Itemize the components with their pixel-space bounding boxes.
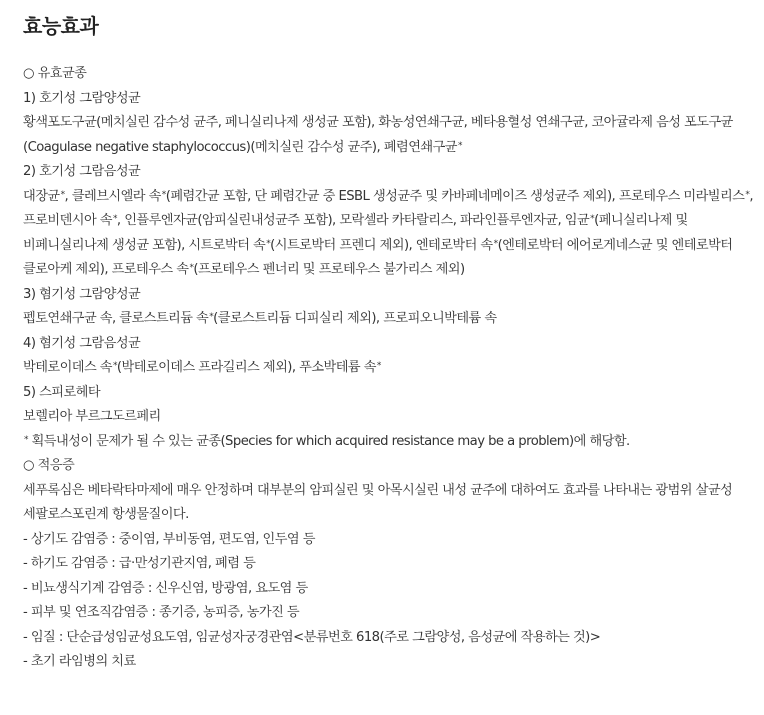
subheading-anaerobic-gram-negative: 4) 혐기성 그람음성균	[23, 335, 141, 351]
footnote-acquired-resistance: * 획득내성이 문제가 될 수 있는 균종(Species for which acquired resistance may be a problem)에 해당함.	[24, 433, 630, 449]
footnote-asterisk: *	[161, 189, 166, 200]
footnote-asterisk: *	[493, 238, 498, 249]
footnote-asterisk: *	[457, 140, 462, 151]
footnote-asterisk: *	[266, 238, 271, 249]
list-item-lyme-disease: - 초기 라임병의 치료	[23, 654, 136, 669]
paragraph-aerobic-gram-positive: 황색포도구균(메치실린 감수성 균주, 페니실리나제 생성균 포함), 화농성연쇄구균, 베타용혈성 연쇄구균, 코아귤라제 음성 포도구균(Coagulase negative staphylococcus)(메치실린 감수성 균주), 폐렴연쇄구균*	[23, 115, 733, 155]
footnote-asterisk: *	[60, 189, 65, 200]
heading-effective-strains: ○ 유효균종	[23, 66, 87, 81]
footnote-asterisk: *	[112, 361, 117, 371]
paragraph-spirochetes: 보렐리아 부르그도르페리	[23, 409, 161, 424]
footnote-asterisk: *	[376, 361, 381, 371]
footnote-asterisk: *	[112, 214, 117, 224]
subheading-anaerobic-gram-positive: 3) 혐기성 그람양성균	[23, 286, 141, 302]
list-item-urogenital: - 비뇨생식기계 감염증 : 신우신염, 방광염, 요도염 등	[23, 580, 308, 596]
footnote-asterisk: *	[189, 263, 194, 273]
paragraph-anaerobic-gram-negative: 박테로이데스 속*(박테로이데스 프라길리스 제외), 푸소박테륨 속*	[23, 360, 381, 375]
footnote-asterisk: *	[209, 312, 214, 322]
section-title: 효능효과	[23, 14, 99, 38]
subheading-aerobic-gram-negative: 2) 호기성 그람음성균	[23, 164, 141, 179]
subheading-spirochetes: 5) 스피로헤타	[23, 384, 101, 400]
list-item-skin-soft-tissue: - 피부 및 연조직감염증 : 종기증, 농피증, 농가진 등	[23, 605, 300, 620]
heading-indications: ○ 적응증	[23, 458, 75, 473]
footnote-asterisk: *	[590, 214, 595, 224]
footnote-asterisk: *	[745, 189, 750, 200]
footnote-asterisk: *	[24, 434, 28, 445]
efficacy-content	[23, 62, 755, 675]
paragraph-aerobic-gram-negative: 대장균*, 클레브시엘라 속*(폐렴간균 포함, 단 폐렴간균 중 ESBL 생성균주 및 카바페네메이즈 생성균주 제외), 프로테우스 미라빌리스*, 프로비덴시아 속*, 인플루엔자균(암피실린내성균주 포함), 모락셀라 카타랄리스, 파라인플루엔자균, 임균*(페니실리나제 및 비페니실리나제 생성균 포함), 시트로박터 속*(시트로박터 프렌디 제외), 엔테로박터 속*(엔테로박터 에어로게네스균 및 엔테로박터 클로아케 제외), 프로테우스 속*(프로테우스 펜너리 및 프로테우스 불가리스 제외)	[23, 188, 753, 277]
list-item-lower-respiratory: - 하기도 감염증 : 급·만성기관지염, 폐렴 등	[23, 556, 256, 571]
list-item-upper-respiratory: - 상기도 감염증 : 중이염, 부비동염, 편도염, 인두염 등	[23, 531, 315, 547]
list-item-gonorrhea: - 임질 : 단순급성임균성요도염, 임균성자궁경관염<분류번호 618(주로 그람양성, 음성균에 작용하는 것)>	[23, 629, 601, 645]
subheading-aerobic-gram-positive: 1) 호기성 그람양성균	[23, 90, 141, 106]
paragraph-anaerobic-gram-positive: 펩토연쇄구균 속, 클로스트리듐 속*(클로스트리듐 디피실리 제외), 프로피오니박테륨 속	[23, 311, 497, 326]
paragraph-indications-intro: 세푸록심은 베타락타마제에 매우 안정하며 대부분의 암피실린 및 아목시실린 내성 균주에 대하여도 효과를 나타내는 광범위 살균성 세팔로스포린계 항생물질이다.	[23, 482, 733, 522]
